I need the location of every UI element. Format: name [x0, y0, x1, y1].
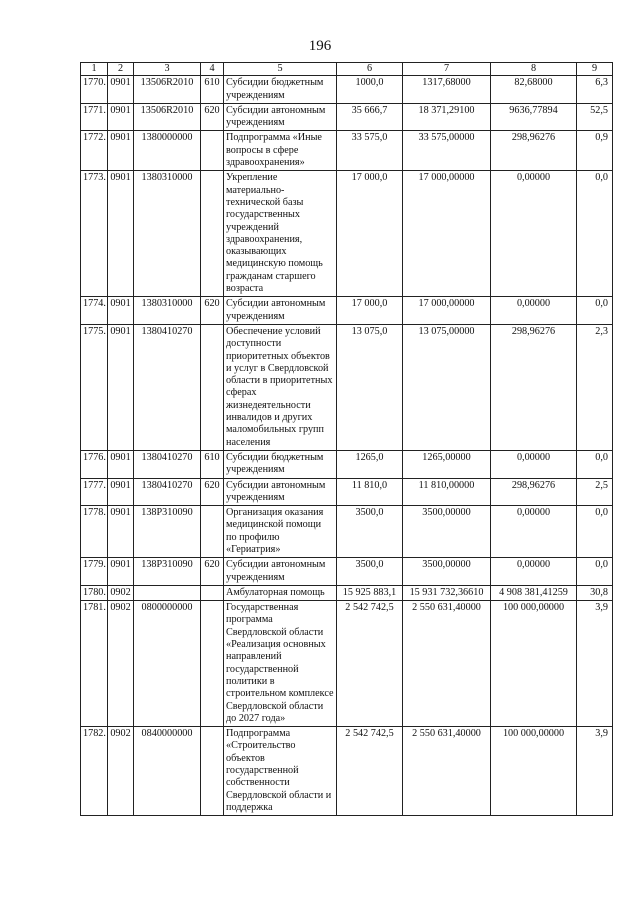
table-cell: 620	[201, 558, 224, 586]
table-cell: Субсидии автономным учреждениям	[224, 103, 337, 131]
column-header: 4	[201, 63, 224, 76]
table-cell: Субсидии автономным учреждениям	[224, 558, 337, 586]
table-cell: Подпрограмма «Строительство объектов государственной собственности Свердловской области и поддержка	[224, 727, 337, 816]
table-cell: 2 550 631,40000	[403, 727, 491, 816]
table-cell	[201, 324, 224, 450]
table-cell: 1380410270	[134, 450, 201, 478]
table-cell: 0,00000	[491, 297, 577, 325]
table-cell: 3,9	[577, 727, 613, 816]
table-cell: 13506R2010	[134, 103, 201, 131]
table-cell	[201, 727, 224, 816]
table-cell: 13 075,00000	[403, 324, 491, 450]
table-cell: Субсидии автономным учреждениям	[224, 478, 337, 506]
table-row	[81, 558, 613, 586]
table-cell: 298,96276	[491, 478, 577, 506]
table-cell: 0840000000	[134, 727, 201, 816]
table-cell: 13506R2010	[134, 76, 201, 104]
table-cell: 2 542 742,5	[337, 727, 403, 816]
column-header: 2	[108, 63, 134, 76]
table-cell: 2,3	[577, 324, 613, 450]
table-cell: 9636,77894	[491, 103, 577, 131]
table-cell: 33 575,0	[337, 131, 403, 171]
table-cell: 17 000,0	[337, 171, 403, 297]
table-cell: 0902	[108, 601, 134, 727]
table-cell: 17 000,0	[337, 297, 403, 325]
table-cell: 1380410270	[134, 324, 201, 450]
table-cell: 0901	[108, 558, 134, 586]
table-cell: 1777.	[81, 478, 108, 506]
table-row	[81, 506, 613, 558]
table-cell: 2,5	[577, 478, 613, 506]
table-cell: 1778.	[81, 506, 108, 558]
table-cell: 1779.	[81, 558, 108, 586]
table-cell: 0902	[108, 727, 134, 816]
table-row	[81, 450, 613, 478]
column-header: 3	[134, 63, 201, 76]
table-cell	[201, 585, 224, 600]
table-cell: 1380310000	[134, 171, 201, 297]
table-cell: 0,0	[577, 297, 613, 325]
table-cell: Обеспечение условий доступности приоритетных объектов и услуг в Свердловской области в приоритетных сферах жизнедеятельности инвалидов и других маломобильных групп населения	[224, 324, 337, 450]
table-cell: Амбулаторная помощь	[224, 585, 337, 600]
table-cell: 1771.	[81, 103, 108, 131]
table-cell	[201, 506, 224, 558]
table-cell: 0901	[108, 171, 134, 297]
table-row	[81, 103, 613, 131]
table-cell: 138P310090	[134, 506, 201, 558]
table-cell: 0901	[108, 131, 134, 171]
table-cell: 6,3	[577, 76, 613, 104]
table-cell: 0800000000	[134, 601, 201, 727]
table-cell: 0901	[108, 103, 134, 131]
table-cell: 1773.	[81, 171, 108, 297]
column-header: 6	[337, 63, 403, 76]
table-row	[81, 131, 613, 171]
table-cell: 82,68000	[491, 76, 577, 104]
table-cell: 1380410270	[134, 478, 201, 506]
table-cell: 11 810,0	[337, 478, 403, 506]
table-cell: 298,96276	[491, 131, 577, 171]
table-cell: 1775.	[81, 324, 108, 450]
table-cell: 0,00000	[491, 171, 577, 297]
column-header: 8	[491, 63, 577, 76]
table-row	[81, 585, 613, 600]
column-header: 5	[224, 63, 337, 76]
table-cell: 1776.	[81, 450, 108, 478]
table-cell: Субсидии бюджетным учреждениям	[224, 76, 337, 104]
table-cell: Подпрограмма «Иные вопросы в сфере здравоохранения»	[224, 131, 337, 171]
table-cell: 100 000,00000	[491, 727, 577, 816]
table-cell: Субсидии автономным учреждениям	[224, 297, 337, 325]
table-cell	[134, 585, 201, 600]
table-cell: 15 931 732,36610	[403, 585, 491, 600]
table-cell: 0,00000	[491, 558, 577, 586]
table-cell: 138P310090	[134, 558, 201, 586]
column-header: 9	[577, 63, 613, 76]
table-cell: 52,5	[577, 103, 613, 131]
table-cell: 1781.	[81, 601, 108, 727]
table-cell: Организация оказания медицинской помощи по профилю «Гериатрия»	[224, 506, 337, 558]
table-cell: 610	[201, 76, 224, 104]
table-cell: 1265,00000	[403, 450, 491, 478]
table-cell: 1780.	[81, 585, 108, 600]
table-cell: 3500,00000	[403, 506, 491, 558]
table-cell: 620	[201, 297, 224, 325]
table-cell	[201, 131, 224, 171]
table-cell: 620	[201, 103, 224, 131]
table-row	[81, 324, 613, 450]
table-cell: 4 908 381,41259	[491, 585, 577, 600]
table-row	[81, 601, 613, 727]
table-cell: 0,9	[577, 131, 613, 171]
table-cell: 3500,00000	[403, 558, 491, 586]
column-header: 7	[403, 63, 491, 76]
column-header: 1	[81, 63, 108, 76]
table-cell: 30,8	[577, 585, 613, 600]
table-cell: 0,0	[577, 558, 613, 586]
table-row	[81, 76, 613, 104]
table-cell: 1782.	[81, 727, 108, 816]
table-cell: 0901	[108, 450, 134, 478]
table-cell: 1774.	[81, 297, 108, 325]
table-cell: Укрепление материально-технической базы государственных учреждений здравоохранения, оказывающих медицинскую помощь гражданам старшего возраста	[224, 171, 337, 297]
table-cell: 15 925 883,1	[337, 585, 403, 600]
page-number: 196	[308, 38, 332, 54]
table-cell: 2 542 742,5	[337, 601, 403, 727]
table-cell: Государственная программа Свердловской области «Реализация основных направлений государственной политики в строительном комплексе Свердловской области до 2027 года»	[224, 601, 337, 727]
table-cell: 3,9	[577, 601, 613, 727]
table-header-row	[81, 63, 613, 76]
table-row	[81, 171, 613, 297]
table-cell: 0,0	[577, 171, 613, 297]
table-row	[81, 478, 613, 506]
table-cell: 620	[201, 478, 224, 506]
table-cell: 1317,68000	[403, 76, 491, 104]
table-cell: 0901	[108, 506, 134, 558]
table-cell: 0,00000	[491, 506, 577, 558]
table-cell: 11 810,00000	[403, 478, 491, 506]
table-cell: 13 075,0	[337, 324, 403, 450]
table-cell: 3500,0	[337, 558, 403, 586]
table-cell: 610	[201, 450, 224, 478]
table-cell: 35 666,7	[337, 103, 403, 131]
table-row	[81, 297, 613, 325]
table-cell: 0901	[108, 76, 134, 104]
table-cell: 298,96276	[491, 324, 577, 450]
table-cell: 1770.	[81, 76, 108, 104]
table-cell: 0,0	[577, 506, 613, 558]
table-row	[81, 727, 613, 816]
table-cell: 17 000,00000	[403, 171, 491, 297]
table-cell: 0,0	[577, 450, 613, 478]
table-cell: Субсидии бюджетным учреждениям	[224, 450, 337, 478]
table-cell: 0901	[108, 324, 134, 450]
table-cell: 0901	[108, 297, 134, 325]
table-cell	[201, 171, 224, 297]
table-cell: 18 371,29100	[403, 103, 491, 131]
table-cell: 1380310000	[134, 297, 201, 325]
table-cell: 0,00000	[491, 450, 577, 478]
table-cell: 0902	[108, 585, 134, 600]
table-cell: 1772.	[81, 131, 108, 171]
table-cell: 2 550 631,40000	[403, 601, 491, 727]
table-cell: 17 000,00000	[403, 297, 491, 325]
table-cell: 3500,0	[337, 506, 403, 558]
table-cell: 1380000000	[134, 131, 201, 171]
table-cell: 1000,0	[337, 76, 403, 104]
table-cell: 100 000,00000	[491, 601, 577, 727]
table-cell: 33 575,00000	[403, 131, 491, 171]
table-cell: 0901	[108, 478, 134, 506]
table-cell	[201, 601, 224, 727]
budget-table	[80, 62, 613, 816]
table-cell: 1265,0	[337, 450, 403, 478]
